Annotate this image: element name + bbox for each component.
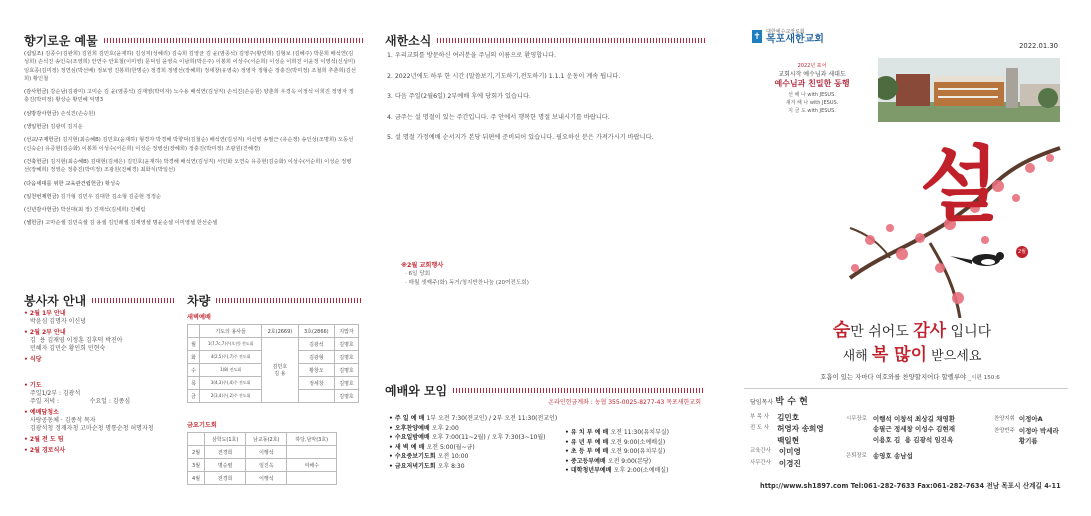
online-account: 온라인헌금계좌 : 농협 355-0025-8277-43 목포새한교회 [548, 399, 701, 406]
table-cell: 전경희 [205, 472, 246, 485]
volunteer-title: 봉사자 안내 [24, 292, 174, 309]
staff-name: 이경진 [778, 458, 801, 468]
motto-block [752, 62, 872, 115]
table-cell: 임진옥 [246, 459, 287, 472]
staff-role: 사무간사 [750, 459, 771, 466]
praise-heading: (선교/구제헌금) [24, 137, 63, 144]
bulletin-date: 2022.01.30 [1019, 42, 1058, 50]
volunteer-names: 사랑공동체 · 김종석 목자 [30, 417, 96, 424]
worship-item [389, 452, 589, 462]
staff-list [750, 412, 840, 469]
feb-events-list [405, 270, 529, 288]
table-cell: 1(7,7c,7)주(오전) 전도회 [200, 338, 262, 351]
elders-group: 시무장로 이행석 이창석 최상길 채영환 송필근 정세창 이성수 김현재 이용호 김 용 김광석 임진옥 은퇴장로 송영호 송남섭 [846, 415, 955, 461]
worship-name: • 대학청년부예배 [565, 467, 614, 475]
worship-item [565, 438, 713, 448]
volunteer-label: • 기도 [24, 382, 42, 389]
news-item: 4. 금주는 설 명절이 있는 주간입니다. 주 안에서 행복한 명절 보내시기를 바랍니다. [387, 113, 610, 121]
volunteer-names: 민혜자 김민순 황인희 민현숙 [30, 345, 106, 352]
table-cell [287, 472, 337, 485]
table-row [188, 472, 337, 485]
motto-line1: 교회시작 예수님과 세대도 [778, 71, 846, 78]
table-header: 3호(2866) [298, 325, 334, 338]
table-header [188, 433, 205, 446]
news-item: 5. 설 명절 가정예배 순서지가 본당 뒤편에 준비되어 있습니다. 필요하신 분은 가져가시기 바랍니다. [387, 134, 654, 141]
volunteer-group [24, 310, 174, 326]
worship-right-list [565, 428, 713, 476]
accompanist-names: 이정아 박세라 황기름 [1018, 427, 1059, 445]
church-building-image [878, 58, 1060, 122]
staff-name: 이미영 [778, 447, 801, 457]
worship-time: 1부 오전 7:30(전교인) / 2부 오전 11:30(전교인) [426, 415, 558, 422]
praise-heading: (셀헌금) [24, 220, 46, 227]
volunteer-group [24, 447, 174, 455]
event-item: · 매월 셋째주(화) 독거/청지반찬나눔 (20여전도회) [405, 280, 529, 286]
praise-body: 김종수(김완희) 김원희 김민호(윤재하) 김성직(성혜리) 김숙희 김영균 김 윤(염종석) 김영주(황민희) 김형보 (김혜주) 박문희 배석연(김성희) 손석진 송인숙(조영희) 안연수 안효철(이미영) 문덕임 윤영숙 이남희(박은주) 이봉희 이상수(서순희) 이성순 이희진 이윤정 이영석(신성미) 임효종(김미정) 정연심(박선배) 정보영 진봉희(한명순) 정경희 정병선(장혜희) 정세창(유영숙) 정영자 정형순 정충진(박미정) 조철희 추춘희(김선희) 황인철 [24, 51, 356, 82]
table-row [188, 433, 337, 446]
volunteer-names: 박윤심 김명자 이신녕 [30, 318, 86, 325]
praise-body: 김광미 김지운 [50, 124, 83, 131]
title-rule [453, 388, 705, 393]
worship-time: 오전 9:00(유치부실) [610, 448, 666, 456]
magpie-icon [950, 252, 1004, 266]
motto-sub-line: 선 해 나 with JESUS. [788, 92, 836, 98]
fri-title: 금요기도회 [187, 422, 217, 429]
worship-name: • 수요일밤예배 [389, 434, 432, 442]
music-group: 찬양지휘 이정아A 찬양반주 이정아 박세라 황기름 [994, 415, 1059, 445]
staff-item [750, 458, 840, 469]
volunteer-names: 김 용 김재영 이정훈 김후덕 박진아 [30, 337, 123, 344]
table-cell [188, 325, 200, 338]
worship-name: • 금요저녁기도회 [389, 462, 438, 470]
worship-item [389, 443, 589, 453]
feb-events-title: ※2월 교회행사 [401, 262, 444, 269]
worship-item [389, 414, 589, 424]
seol-badge: 2월 [1016, 246, 1028, 258]
worship-title: 예배와 모임 [385, 382, 705, 399]
table-cell: 이행석 [246, 446, 287, 459]
table-cell: 4월 [188, 472, 205, 485]
worship-name: • 주 일 예 배 [389, 415, 427, 422]
table-header: 삼학도(1호) [205, 433, 246, 446]
table-cell: 김명호 [335, 351, 359, 364]
elders-names: 이행석 이창석 최상길 채영환 송필근 정세창 이성수 김현재 이용호 김 용 김광석 임진옥 [872, 415, 955, 444]
table-cell: 이행석 [246, 472, 287, 485]
table-cell: 명승렬 [205, 459, 246, 472]
table-cell: 2월 [188, 446, 205, 459]
table-header: 기도의 용사들 [200, 325, 262, 338]
worship-name: • 유 치 부 예 배 [565, 429, 611, 436]
bible-verse: 호흡이 있는 자마다 여호와를 찬양할지어다 할렐루야 _시편 150:6 [820, 373, 1000, 381]
blessing-line1: 숨만 쉬어도 감사 입니다 [832, 320, 992, 341]
worship-name: • 오후찬양예배 [389, 424, 432, 432]
title-rule [92, 298, 174, 303]
volunteer-label: • 2월 1부 안내 [24, 310, 66, 317]
table-cell [287, 446, 337, 459]
table-cell: 월 [188, 338, 200, 351]
table-cell: 금 [188, 390, 200, 403]
table-row [188, 325, 359, 338]
praise-body: 김지현(최승혜B) 김민호(윤재하) 형경자 박경해 박향덕(김철순) 배석연(김성직) 서선영 송필근 (유순정) 송인성(조명희) 오동선(신숙순) 유증현(김승화) 이봉희 이성수(서순희) 이성순 정병선(장혜희) 정충진(박미정) 조광원(진혜경) [24, 137, 354, 152]
church-name: 목포새한교회 [766, 34, 824, 45]
volunteer-label: • 식당 [24, 356, 42, 363]
table-row [188, 459, 337, 472]
praise-body: 강순남(김광미) 고미순 김 윤(염종석) 김재영(박미자) 노수용 배석연(김성직) 손석진(손승원) 양춘희 우경옥 이정석 이희진 정영자 정충진(박미정) 황상순 황민혜 익명3 [24, 89, 354, 104]
worship-time: 오전 9:00(본당) [607, 457, 652, 465]
church-photo [878, 58, 1060, 122]
volunteer-names: 주일1/2부 : 김광석 [30, 390, 81, 397]
table-cell [298, 390, 334, 403]
senior-pastor: 담임목사 박 수 현 [750, 397, 808, 407]
worship-item [565, 466, 713, 476]
staff-role: 교육간사 [750, 448, 771, 455]
table-cell: 화 [188, 351, 200, 364]
table-cell: 김광형 [298, 351, 334, 364]
praise-title: 향기로운 예물 [24, 32, 364, 49]
blessing-line2: 새해 복 많이 받으세요 [842, 345, 982, 365]
news-list [387, 46, 713, 149]
worship-item [565, 428, 713, 438]
table-cell: 전경희 [205, 446, 246, 459]
cross-icon: ✝ [753, 31, 761, 42]
praise-heading: (다음세대를 위한 교육관건립헌금) [24, 180, 105, 187]
car-title: 차량 [187, 292, 363, 309]
volunteer-label: • 예배담청소 [24, 409, 59, 416]
praise-body: 고마순셀 김민숙셀 김 용셀 김인례셀 김재영셀 명윤순셀 이미영셀 한선순셀 [45, 220, 218, 227]
staff-role: 전 도 사 [750, 425, 770, 432]
praise-body: 박선대(최 정) 진재석(김세희) 진혜림 [60, 207, 146, 214]
praise-heading: (건축헌금) [24, 158, 51, 165]
table-header: 하당,남악(3호) [287, 433, 337, 446]
table-row [188, 338, 359, 351]
news-item: 3. 다음 주일(2월6일) 2부예배 후에 당회가 있습니다. [387, 93, 531, 100]
table-cell: 3월 [188, 459, 205, 472]
worship-item [565, 447, 713, 457]
retired-names: 송영호 송남섭 [872, 452, 913, 461]
volunteer-group [24, 329, 174, 353]
praise-body: 손석진(손승원) [60, 110, 96, 117]
praise-heading: (생일헌금) [24, 124, 51, 131]
worship-time: 오후 2:00(소예배실) [613, 467, 669, 475]
title-rule [437, 38, 705, 43]
cover-page [730, 0, 1070, 516]
table-header: 2호(2669) [262, 325, 298, 338]
praise-heading: (십일조) [24, 51, 46, 57]
church-logo [752, 28, 824, 45]
seol-character: 설 [920, 137, 1000, 233]
car-column [187, 0, 365, 516]
event-item: · 6일 당회 [405, 271, 431, 277]
worship-name: • 초 등 부 예 배 [565, 448, 611, 456]
table-cell: 김명호 [335, 338, 359, 351]
volunteer-names: 주일 저녁 : 수요일 : 김종심 [30, 398, 131, 405]
motto-sub-line: 지 금 도 with JESUS. [788, 108, 836, 114]
volunteer-label: • 2월 전 도 팀 [24, 436, 64, 443]
praise-body: 황성숙 [104, 180, 121, 187]
staff-item [750, 412, 840, 423]
volunteer-group [24, 436, 174, 444]
volunteer-label: • 2월 2부 안내 [24, 329, 66, 336]
news-item: 1. 우리교회를 방문하신 여러분을 주님의 이름으로 환영합니다. [387, 52, 557, 59]
praise-body: 김가형 김민우 김대한 김소형 김준현 정정순 [60, 193, 162, 200]
staff-role: 부 목 사 [750, 414, 770, 420]
news-column [385, 0, 715, 516]
dawn-table [187, 324, 359, 403]
footer-contact: http://www.sh1897.com Tel:061-282-7633 Fax:061-282-7634 전남 목포시 산계길 4-11 [760, 482, 1061, 490]
table-row [188, 446, 337, 459]
worship-time: 오전 10:00 [437, 453, 469, 461]
worship-time: 오전 9:00(소예배실) [610, 438, 666, 446]
volunteer-column [24, 0, 174, 516]
worship-time: 오후 8:30 [437, 462, 465, 470]
motto-line2: 예수님과 친밀한 동행 [774, 79, 850, 88]
worship-left-list [389, 414, 589, 472]
volunteer-label: • 2월 경로식사 [24, 447, 66, 454]
table-cell: 수 [188, 364, 200, 377]
plum-blossom-art [730, 128, 1070, 318]
table-cell: 김광석 [298, 338, 334, 351]
worship-time: 오후 2:00 [431, 424, 459, 432]
table-cell: 2(3,4)주(,2)주 전도회 [200, 390, 262, 403]
table-cell: 정세창 [298, 377, 334, 390]
volunteer-group [24, 382, 174, 406]
table-cell: 여해수 [287, 459, 337, 472]
table-cell: 목 [188, 377, 200, 390]
conductor-name: 이정아A [1018, 415, 1043, 423]
volunteer-group [24, 409, 174, 433]
praise-heading: (감사헌금) [24, 89, 51, 96]
worship-name: • 유 년 부 예 배 [565, 438, 611, 446]
denomination: 대한예수교장로회 [766, 29, 805, 35]
praise-heading: (일천번제헌금) [24, 193, 61, 200]
worship-time: 오전 11:30(유치부실) [610, 429, 670, 436]
praise-heading: (신년감사헌금) [24, 207, 61, 214]
praise-heading: (심방감사헌금) [24, 110, 61, 117]
worship-name: • 새 벽 예 배 [389, 443, 427, 451]
volunteer-list [24, 310, 174, 458]
fri-table [187, 432, 337, 485]
worship-name: • 중고등부예배 [565, 457, 608, 465]
worship-name: • 수요중보기도회 [389, 453, 438, 461]
news-title: 새한소식 [385, 32, 705, 49]
worship-item [565, 457, 713, 467]
staff-item [750, 446, 840, 457]
praise-body: 김지현(최승혜B) 김대현(김채은) 김민호(윤재하) 박경해 배석연(김성직) 서인화 오연숙 유증현(김승화) 이성수(서순희) 이성순 정병선(장혜희) 정영순 정충진(박미정) 조광원(진혜경) 최화식(박일선) [24, 158, 352, 174]
worship-item [389, 424, 589, 434]
table-cell: 1(8) 전도회 [200, 364, 262, 377]
table-cell: 황창오 [298, 364, 334, 377]
title-rule [216, 298, 363, 303]
news-item: 2. 2022년에도 하루 한 시간 (말씀보기,기도하기,전도하기) 1.1.1 운동이 계속 됩니다. [387, 72, 621, 80]
staff-name: 허영자 송희영 백일현 [777, 424, 824, 445]
table-cell: 김명호 [335, 364, 359, 377]
worship-time: 오후 7:00(11~2월) / 오후 7:30(3~10월) [431, 434, 546, 442]
staff-name: 김민호 [777, 413, 800, 422]
table-header: 지맙자 [335, 325, 359, 338]
table-cell: 김명호 [335, 377, 359, 390]
motto-sub-line: 새겨 해 나 with JESUS. [785, 100, 839, 106]
motto-year: 2022년 표어 [797, 63, 827, 69]
worship-item [389, 462, 589, 472]
worship-time: 오전 5:00(월~금) [426, 443, 475, 451]
table-cell: 김명호 [335, 390, 359, 403]
motto-sub [752, 91, 872, 115]
staff-item [750, 423, 840, 446]
table-cell: 김민호 김 용 [262, 338, 298, 403]
table-header: 남교동(2호) [246, 433, 287, 446]
dawn-title: 새벽예배 [187, 314, 211, 321]
volunteer-names: 김광석청 정재자청 고마순청 명통순청 허명자청 [30, 425, 154, 432]
table-cell: 3(4,3)주(,4)주 전도회 [200, 377, 262, 390]
worship-item [389, 433, 589, 443]
table-cell: 4(2,5)주(,7)주 전도회 [200, 351, 262, 364]
volunteer-group [24, 356, 174, 364]
